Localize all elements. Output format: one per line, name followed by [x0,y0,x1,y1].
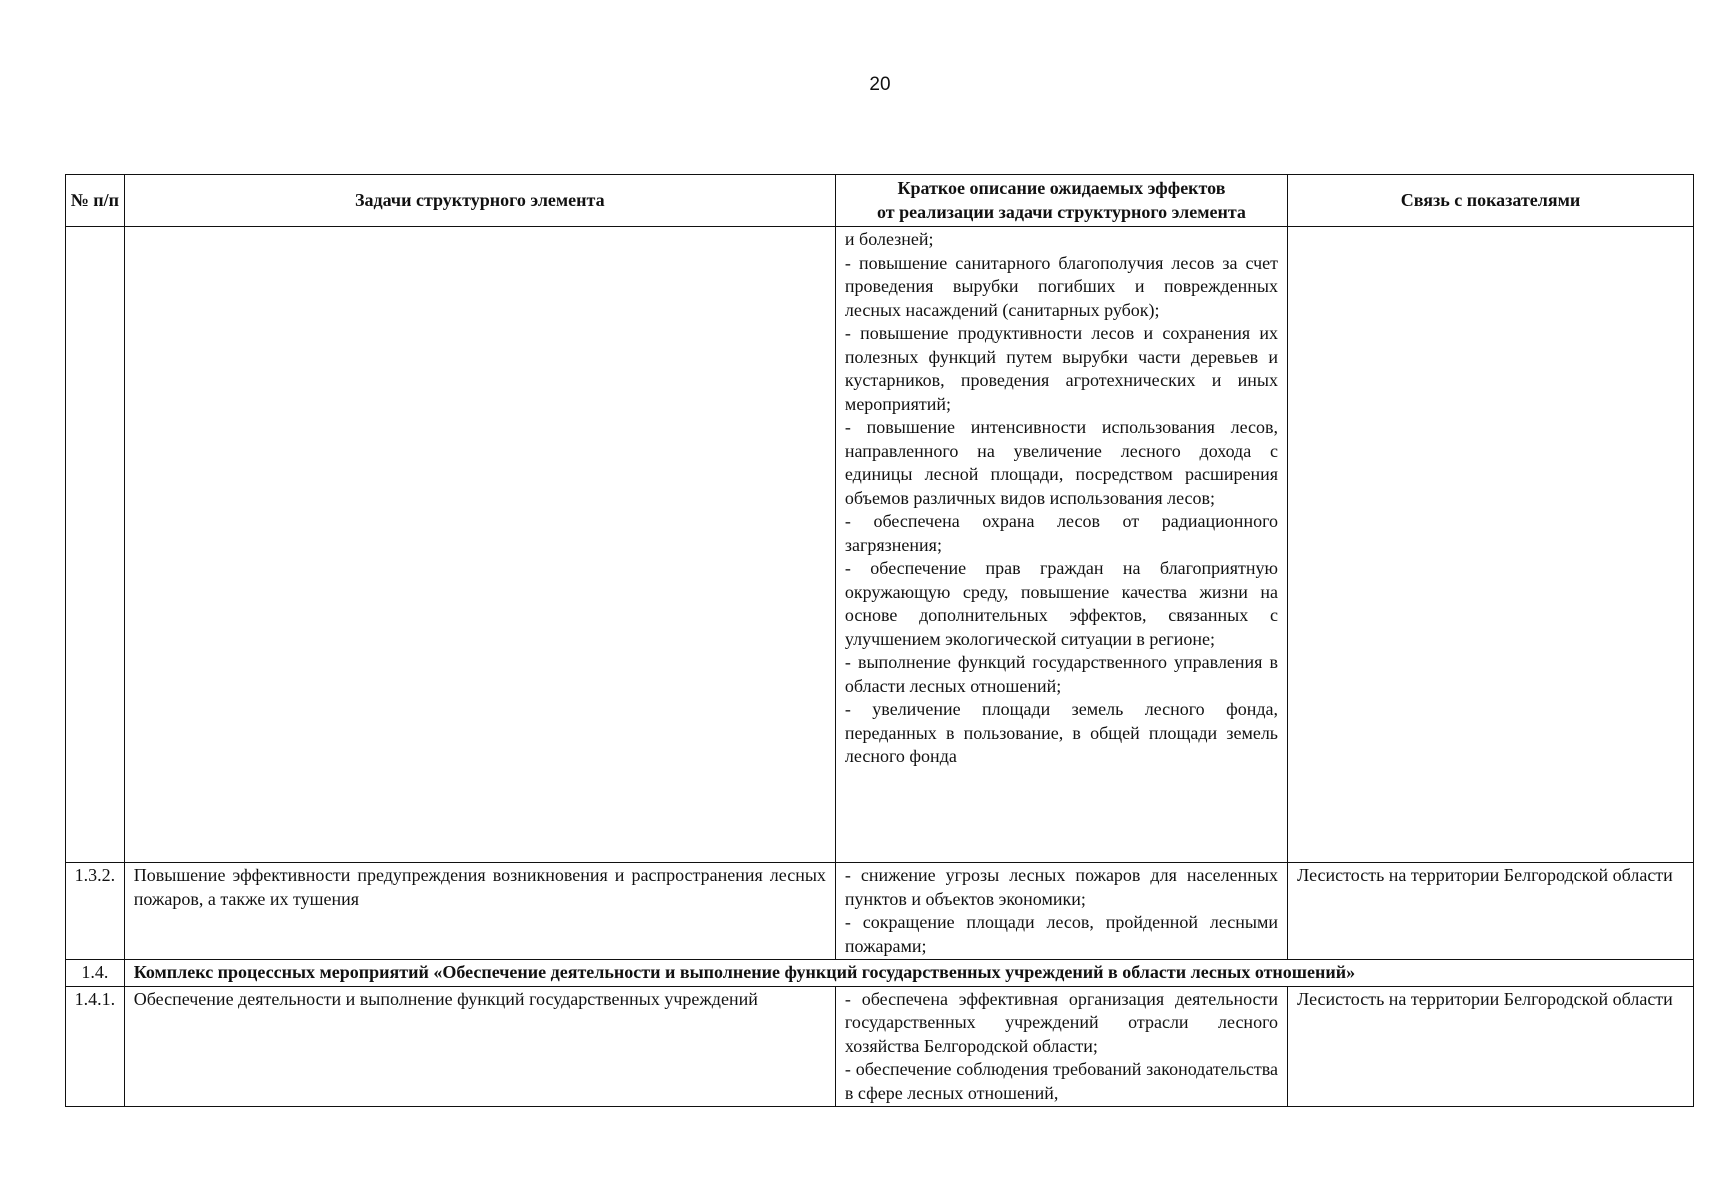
effect-item: - выполнение функций государственного управления в области лесных отношений; [844,652,1279,696]
table-row-1-4-1 [66,986,1694,1107]
effect-item: - обеспечена охрана лесов от радиационного загрязнения; [844,511,1279,555]
effect-item: - обеспечение соблюдения требований законодательства в сфере лесных отношений, [844,1059,1279,1103]
page-number: 20 [869,74,891,95]
cell-indicators: Лесистость на территории Белгородской области [1288,986,1694,1107]
header-num: № п/п [66,175,125,227]
cell-description [835,227,1287,863]
header-description-line2: от реализации задачи структурного элемента [877,201,1246,222]
effect-item: - повышение санитарного благополучия лесов за счет проведения вырубки погибших и поврежденных лесных насаждений (санитарных рубок); [844,252,1279,320]
cell-num: 1.3.2. [66,863,125,960]
cell-num: 1.4.1. [66,986,125,1107]
cell-task: Обеспечение деятельности и выполнение функций государственных учреждений [124,986,835,1107]
table-header-row [66,175,1694,227]
cell-task [124,227,835,863]
effect-item: - повышение продуктивности лесов и сохранения их полезных функций путем вырубки части деревьев и кустарников, проведения агротехнических и иных мероприятий; [844,323,1279,414]
cell-indicators [1288,227,1694,863]
table-row-1-4 [66,960,1694,987]
effect-item: - увеличение площади земель лесного фонда, переданных в пользование, в общей площади земель лесного фонда [844,699,1279,766]
effect-item: - снижение угрозы лесных пожаров для населенных пунктов и объектов экономики; [844,865,1279,909]
table-row-continuation [66,227,1694,863]
cell-num [66,227,125,863]
effect-item: - обеспечена эффективная организация деятельности государственных учреждений отрасли лесного хозяйства Белгородской области; [844,988,1279,1056]
header-indicators: Связь с показателями [1288,175,1694,227]
table-row-1-3-2 [66,863,1694,960]
cell-indicators: Лесистость на территории Белгородской области [1288,863,1694,960]
header-description [835,175,1287,227]
header-description-line1: Краткое описание ожидаемых эффектов [897,178,1226,198]
cell-task: Повышение эффективности предупреждения возникновения и распространения лесных пожаров, а также их тушения [124,863,835,960]
effect-item: - повышение интенсивности использования лесов, направленного на увеличение лесного дохода с единицы лесной площади, посредством расширения объемов различных видов использования лесов; [844,417,1279,508]
effect-item: - обеспечение прав граждан на благоприятную окружающую среду, повышение качества жизни на основе дополнительных эффектов, связанных с улучшением экологической ситуации в регионе; [844,558,1279,649]
section-title: Комплекс процессных мероприятий «Обеспечение деятельности и выполнение функций государственных учреждений в области лесных отношений» [124,960,1693,987]
effect-item: и болезней; [844,229,934,249]
header-task: Задачи структурного элемента [124,175,835,227]
effect-item: - сокращение площади лесов, пройденной лесными пожарами; [844,912,1279,956]
cell-num: 1.4. [66,960,125,987]
cell-description [835,986,1287,1107]
measures-table [65,174,1694,1107]
cell-description [835,863,1287,960]
